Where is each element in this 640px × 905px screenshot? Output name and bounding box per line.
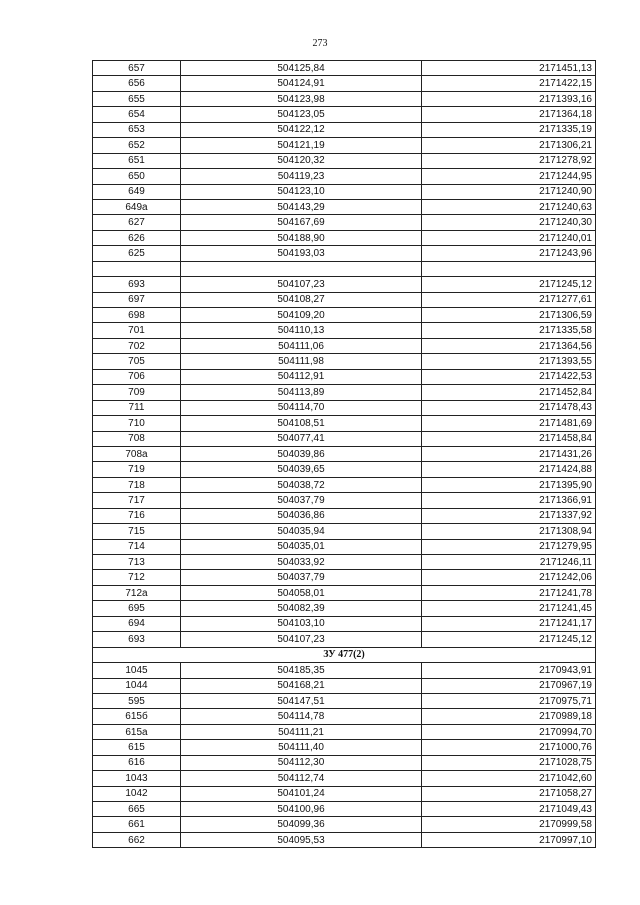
y-coordinate-cell: 2171240,63 (422, 199, 596, 214)
y-coordinate-cell: 2171242,06 (422, 570, 596, 585)
table-row (93, 663, 596, 678)
table-row (93, 709, 596, 724)
x-coordinate-cell: 504122,12 (181, 122, 422, 137)
y-coordinate-cell: 2171393,55 (422, 354, 596, 369)
table-row (93, 724, 596, 739)
point-number-cell: 657 (93, 61, 181, 76)
point-number-cell: 655 (93, 91, 181, 106)
x-coordinate-cell: 504143,29 (181, 199, 422, 214)
y-coordinate-cell: 2171424,88 (422, 462, 596, 477)
y-coordinate-cell: 2171246,11 (422, 555, 596, 570)
y-coordinate-cell: 2171335,58 (422, 323, 596, 338)
table-row (93, 462, 596, 477)
x-coordinate-cell: 504100,96 (181, 802, 422, 817)
x-coordinate-cell: 504119,23 (181, 169, 422, 184)
table-row (93, 601, 596, 616)
x-coordinate-cell: 504095,53 (181, 832, 422, 847)
x-coordinate-cell: 504167,69 (181, 215, 422, 230)
y-coordinate-cell: 2171335,19 (422, 122, 596, 137)
table-row (93, 184, 596, 199)
y-coordinate-cell: 2171337,92 (422, 508, 596, 523)
table-row (93, 555, 596, 570)
point-number-cell: 708а (93, 446, 181, 461)
y-coordinate-cell: 2171422,53 (422, 369, 596, 384)
y-coordinate-cell: 2171478,43 (422, 400, 596, 415)
table-row (93, 585, 596, 600)
point-number-cell: 697 (93, 292, 181, 307)
x-coordinate-cell (181, 261, 422, 276)
table-row (93, 277, 596, 292)
x-coordinate-cell: 504035,94 (181, 524, 422, 539)
x-coordinate-cell: 504185,35 (181, 663, 422, 678)
point-number-cell: 649 (93, 184, 181, 199)
point-number-cell: 693 (93, 632, 181, 647)
point-number-cell: 625 (93, 246, 181, 261)
y-coordinate-cell: 2171278,92 (422, 153, 596, 168)
point-number-cell: 662 (93, 832, 181, 847)
table-row (93, 693, 596, 708)
table-row (93, 292, 596, 307)
table-row (93, 616, 596, 631)
point-number-cell: 649а (93, 199, 181, 214)
table-row (93, 138, 596, 153)
x-coordinate-cell: 504082,39 (181, 601, 422, 616)
y-coordinate-cell: 2171240,30 (422, 215, 596, 230)
point-number-cell: 711 (93, 400, 181, 415)
point-number-cell: 595 (93, 693, 181, 708)
table-row (93, 431, 596, 446)
x-coordinate-cell: 504077,41 (181, 431, 422, 446)
point-number-cell (93, 261, 181, 276)
x-coordinate-cell: 504033,92 (181, 555, 422, 570)
table-row (93, 771, 596, 786)
y-coordinate-cell: 2171431,26 (422, 446, 596, 461)
x-coordinate-cell: 504114,78 (181, 709, 422, 724)
x-coordinate-cell: 504112,91 (181, 369, 422, 384)
x-coordinate-cell: 504111,06 (181, 338, 422, 353)
table-row (93, 817, 596, 832)
point-number-cell: 716 (93, 508, 181, 523)
point-number-cell: 1042 (93, 786, 181, 801)
y-coordinate-cell: 2171245,12 (422, 632, 596, 647)
y-coordinate-cell: 2171306,59 (422, 308, 596, 323)
point-number-cell: 705 (93, 354, 181, 369)
table-row (93, 385, 596, 400)
point-number-cell: 701 (93, 323, 181, 338)
y-coordinate-cell: 2171452,84 (422, 385, 596, 400)
table-row (93, 61, 596, 76)
table-row (93, 802, 596, 817)
point-number-cell: 702 (93, 338, 181, 353)
x-coordinate-cell: 504121,19 (181, 138, 422, 153)
x-coordinate-cell: 504111,98 (181, 354, 422, 369)
y-coordinate-cell: 2171279,95 (422, 539, 596, 554)
y-coordinate-cell: 2170975,71 (422, 693, 596, 708)
point-number-cell: 694 (93, 616, 181, 631)
point-number-cell: 693 (93, 277, 181, 292)
table-row (93, 76, 596, 91)
table-row (93, 400, 596, 415)
y-coordinate-cell: 2171481,69 (422, 416, 596, 431)
y-coordinate-cell: 2171277,61 (422, 292, 596, 307)
table-row (93, 369, 596, 384)
x-coordinate-cell: 504147,51 (181, 693, 422, 708)
table-row (93, 570, 596, 585)
table-row (93, 524, 596, 539)
table-row (93, 632, 596, 647)
table-row (93, 199, 596, 214)
table-row (93, 246, 596, 261)
y-coordinate-cell: 2171240,90 (422, 184, 596, 199)
table-row (93, 678, 596, 693)
x-coordinate-cell: 504113,89 (181, 385, 422, 400)
y-coordinate-cell: 2170997,10 (422, 832, 596, 847)
point-number-cell: 710 (93, 416, 181, 431)
point-number-cell: 717 (93, 493, 181, 508)
point-number-cell: 656 (93, 76, 181, 91)
x-coordinate-cell: 504168,21 (181, 678, 422, 693)
point-number-cell: 616 (93, 755, 181, 770)
x-coordinate-cell: 504036,86 (181, 508, 422, 523)
point-number-cell: 718 (93, 477, 181, 492)
table-row (93, 446, 596, 461)
table-row (93, 230, 596, 245)
coordinates-table-body (93, 61, 596, 848)
point-number-cell: 661 (93, 817, 181, 832)
point-number-cell: 712а (93, 585, 181, 600)
table-row (93, 786, 596, 801)
table-row (93, 91, 596, 106)
x-coordinate-cell: 504111,21 (181, 724, 422, 739)
point-number-cell: 706 (93, 369, 181, 384)
y-coordinate-cell: 2171042,60 (422, 771, 596, 786)
x-coordinate-cell: 504039,86 (181, 446, 422, 461)
y-coordinate-cell: 2171000,76 (422, 740, 596, 755)
point-number-cell: 715 (93, 524, 181, 539)
y-coordinate-cell (422, 261, 596, 276)
x-coordinate-cell: 504038,72 (181, 477, 422, 492)
point-number-cell: 698 (93, 308, 181, 323)
point-number-cell: 654 (93, 107, 181, 122)
x-coordinate-cell: 504111,40 (181, 740, 422, 755)
point-number-cell: 719 (93, 462, 181, 477)
x-coordinate-cell: 504108,27 (181, 292, 422, 307)
x-coordinate-cell: 504193,03 (181, 246, 422, 261)
y-coordinate-cell: 2170989,18 (422, 709, 596, 724)
table-row (93, 308, 596, 323)
x-coordinate-cell: 504101,24 (181, 786, 422, 801)
point-number-cell: 651 (93, 153, 181, 168)
x-coordinate-cell: 504123,05 (181, 107, 422, 122)
point-number-cell: 1045 (93, 663, 181, 678)
y-coordinate-cell: 2170999,58 (422, 817, 596, 832)
table-row (93, 755, 596, 770)
y-coordinate-cell: 2171451,13 (422, 61, 596, 76)
coordinates-table (92, 60, 596, 848)
x-coordinate-cell: 504037,79 (181, 493, 422, 508)
x-coordinate-cell: 504099,36 (181, 817, 422, 832)
page-number: 273 (312, 38, 328, 49)
y-coordinate-cell: 2170943,91 (422, 663, 596, 678)
table-row (93, 323, 596, 338)
table-row (93, 122, 596, 137)
point-number-cell: 615 (93, 740, 181, 755)
x-coordinate-cell: 504112,30 (181, 755, 422, 770)
y-coordinate-cell: 2171241,45 (422, 601, 596, 616)
table-row (93, 261, 596, 276)
y-coordinate-cell: 2171458,84 (422, 431, 596, 446)
x-coordinate-cell: 504103,10 (181, 616, 422, 631)
table-row (93, 539, 596, 554)
point-number-cell: 627 (93, 215, 181, 230)
table-row (93, 832, 596, 847)
table-row (93, 508, 596, 523)
table-row (93, 477, 596, 492)
y-coordinate-cell: 2171058,27 (422, 786, 596, 801)
point-number-cell: 615а (93, 724, 181, 739)
x-coordinate-cell: 504124,91 (181, 76, 422, 91)
point-number-cell: 709 (93, 385, 181, 400)
y-coordinate-cell: 2171308,94 (422, 524, 596, 539)
point-number-cell: 1044 (93, 678, 181, 693)
x-coordinate-cell: 504114,70 (181, 400, 422, 415)
x-coordinate-cell: 504188,90 (181, 230, 422, 245)
table-row (93, 107, 596, 122)
point-number-cell: 712 (93, 570, 181, 585)
table-row (93, 153, 596, 168)
x-coordinate-cell: 504123,10 (181, 184, 422, 199)
point-number-cell: 695 (93, 601, 181, 616)
y-coordinate-cell: 2171243,96 (422, 246, 596, 261)
table-row (93, 493, 596, 508)
point-number-cell: 708 (93, 431, 181, 446)
point-number-cell: 713 (93, 555, 181, 570)
point-number-cell: 1043 (93, 771, 181, 786)
y-coordinate-cell: 2171049,43 (422, 802, 596, 817)
table-row (93, 354, 596, 369)
point-number-cell: 653 (93, 122, 181, 137)
point-number-cell: 615б (93, 709, 181, 724)
x-coordinate-cell: 504035,01 (181, 539, 422, 554)
y-coordinate-cell: 2171422,15 (422, 76, 596, 91)
y-coordinate-cell: 2171244,95 (422, 169, 596, 184)
y-coordinate-cell: 2171240,01 (422, 230, 596, 245)
x-coordinate-cell: 504037,79 (181, 570, 422, 585)
section-header-row (93, 647, 596, 662)
y-coordinate-cell: 2171393,16 (422, 91, 596, 106)
point-number-cell: 714 (93, 539, 181, 554)
y-coordinate-cell: 2171028,75 (422, 755, 596, 770)
y-coordinate-cell: 2171245,12 (422, 277, 596, 292)
section-title: ЗУ 477(2) (93, 647, 596, 662)
point-number-cell: 665 (93, 802, 181, 817)
table-row (93, 338, 596, 353)
y-coordinate-cell: 2170994,70 (422, 724, 596, 739)
point-number-cell: 626 (93, 230, 181, 245)
x-coordinate-cell: 504108,51 (181, 416, 422, 431)
x-coordinate-cell: 504058,01 (181, 585, 422, 600)
x-coordinate-cell: 504112,74 (181, 771, 422, 786)
point-number-cell: 650 (93, 169, 181, 184)
y-coordinate-cell: 2171241,17 (422, 616, 596, 631)
y-coordinate-cell: 2171364,56 (422, 338, 596, 353)
y-coordinate-cell: 2171306,21 (422, 138, 596, 153)
y-coordinate-cell: 2171395,90 (422, 477, 596, 492)
x-coordinate-cell: 504120,32 (181, 153, 422, 168)
point-number-cell: 652 (93, 138, 181, 153)
x-coordinate-cell: 504039,65 (181, 462, 422, 477)
table-row (93, 416, 596, 431)
y-coordinate-cell: 2171366,91 (422, 493, 596, 508)
table-row (93, 169, 596, 184)
y-coordinate-cell: 2171241,78 (422, 585, 596, 600)
y-coordinate-cell: 2170967,19 (422, 678, 596, 693)
x-coordinate-cell: 504109,20 (181, 308, 422, 323)
x-coordinate-cell: 504123,98 (181, 91, 422, 106)
table-row (93, 215, 596, 230)
x-coordinate-cell: 504110,13 (181, 323, 422, 338)
table-row (93, 740, 596, 755)
x-coordinate-cell: 504125,84 (181, 61, 422, 76)
y-coordinate-cell: 2171364,18 (422, 107, 596, 122)
x-coordinate-cell: 504107,23 (181, 277, 422, 292)
x-coordinate-cell: 504107,23 (181, 632, 422, 647)
